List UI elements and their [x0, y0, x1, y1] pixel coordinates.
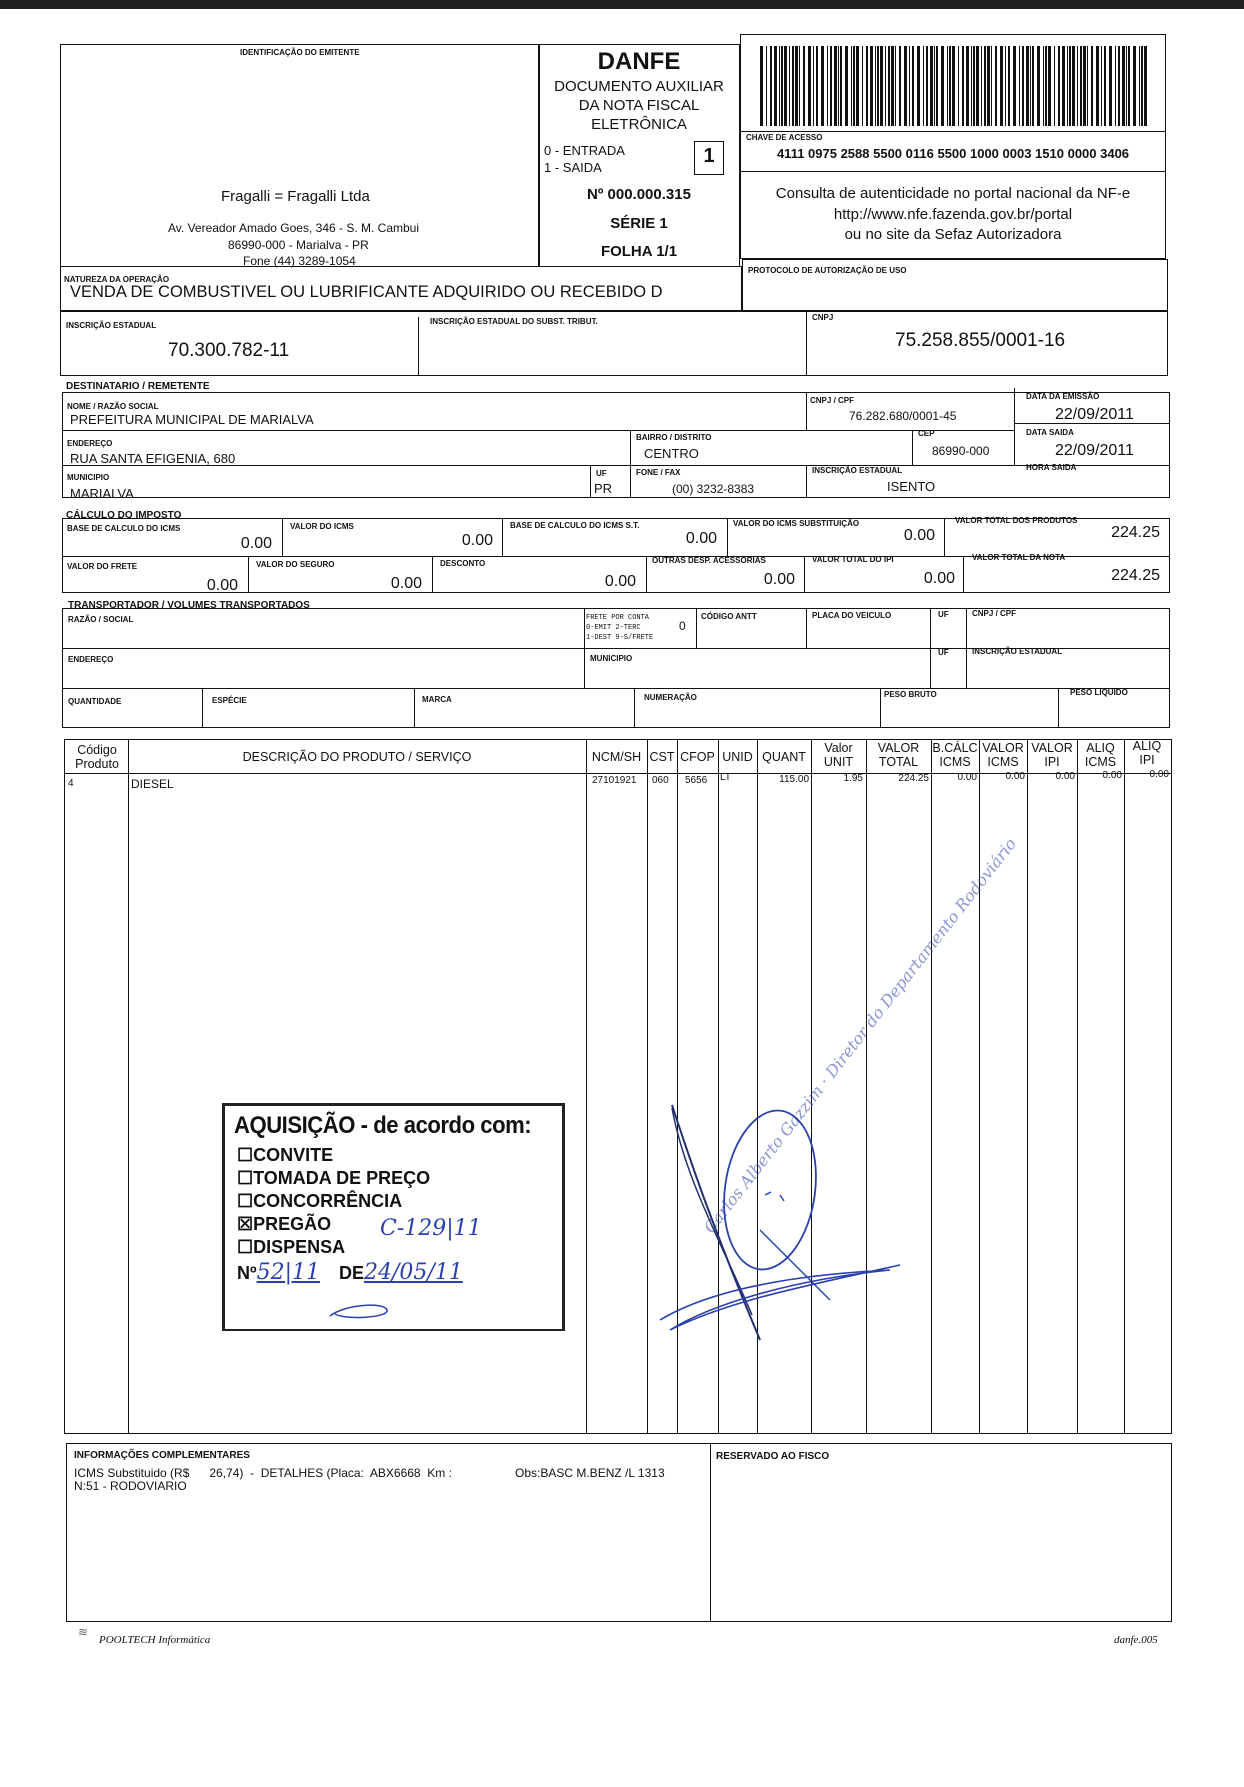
numero-hand: 52|11 — [256, 1260, 320, 1285]
barcode-bar — [1072, 46, 1075, 126]
barcode-bar — [789, 46, 790, 126]
barcode-bar — [1000, 46, 1003, 126]
frete-conta-2: 0-EMIT 2-TERC — [586, 624, 641, 632]
barcode-bar — [766, 46, 767, 126]
dest-emissao: 22/09/2011 — [1055, 406, 1134, 423]
barcode-bar — [949, 46, 951, 126]
consulta-line-1: Consulta de autenticidade no portal nacional da NF-e — [775, 185, 1131, 202]
barcode-bar — [1030, 46, 1031, 126]
barcode-bar — [853, 46, 855, 126]
fisco-label: RESERVADO AO FISCO — [716, 1451, 830, 1462]
barcode-bar — [856, 46, 859, 126]
dest-municipio: MARIALVA — [70, 486, 134, 501]
barcode-bar — [936, 46, 938, 126]
dest-municipio-label: MUNICIPIO — [67, 473, 110, 482]
barcode-bar — [1019, 46, 1020, 126]
th-cfop: CFOP — [680, 750, 715, 764]
barcode-bar — [926, 46, 928, 126]
base-icms-label: BASE DE CALCULO DO ICMS — [67, 524, 181, 533]
dest-cnpj-label: CNPJ / CPF — [810, 396, 855, 405]
barcode-bar — [904, 46, 907, 126]
signature-stamp: Carlos Alberto Gazzim · Diretor do Departamento Rodoviário — [700, 834, 1021, 1237]
transporte-section: TRANSPORTADOR / VOLUMES TRANSPORTADOS — [68, 600, 310, 611]
barcode-bar — [934, 46, 935, 126]
dest-saida-label: DATA SAIDA — [1026, 428, 1074, 437]
base-icms: 0.00 — [240, 535, 272, 552]
cnpj-value: 75.258.855/0001-16 — [895, 330, 1066, 351]
barcode-bar — [1104, 46, 1106, 126]
desconto-label: DESCONTO — [440, 559, 486, 568]
barcode-bar — [830, 46, 832, 126]
dest-hora-label: HORA SAIDA — [1026, 463, 1077, 472]
barcode-bar — [888, 46, 890, 126]
ipi-label: VALOR TOTAL DO IPI — [812, 555, 894, 564]
danfe-subtitle-1: DOCUMENTO AUXILIAR — [554, 78, 724, 95]
barcode-bar — [981, 46, 982, 126]
row-valor-unit: 1.95 — [843, 773, 863, 784]
valor-icms-label: VALOR DO ICMS — [290, 522, 354, 531]
frete: 0.00 — [206, 577, 238, 594]
emitente-phone: Fone (44) 3289-1054 — [243, 254, 356, 268]
barcode-bar — [1141, 46, 1143, 126]
destinatario-box — [62, 392, 1170, 498]
th-codigo: Código Produto — [75, 743, 119, 771]
stamp-scribble — [325, 1296, 405, 1326]
consulta-line-3: ou no site da Sefaz Autorizadora — [844, 226, 1062, 243]
barcode-bar — [1133, 46, 1136, 126]
data-hand: 24/05/11 — [364, 1260, 463, 1285]
barcode-bar — [995, 46, 997, 126]
barcode-bar — [770, 46, 772, 126]
barcode-bar — [792, 46, 794, 126]
frete-conta-value: 0 — [679, 619, 686, 633]
th-valor-icms: VALOR ICMS — [982, 741, 1024, 769]
barcode-bar — [909, 46, 910, 126]
consulta-line-2: http://www.nfe.fazenda.gov.br/portal — [833, 206, 1073, 223]
peso-bruto-label: PESO BRUTO — [884, 690, 937, 699]
row-cfop: 5656 — [685, 775, 708, 786]
dest-cep: 86990-000 — [932, 444, 990, 458]
barcode-bar — [851, 46, 852, 126]
aquisicao-stamp — [222, 1103, 565, 1331]
barcode-bar — [899, 46, 901, 126]
barcode-bar — [760, 46, 763, 126]
antt-label: CÓDIGO ANTT — [701, 612, 757, 621]
barcode-bar — [838, 46, 839, 126]
desconto: 0.00 — [604, 573, 636, 590]
barcode-bar — [1045, 46, 1047, 126]
danfe-saida: 1 - SAIDA — [544, 160, 602, 175]
barcode-bar — [912, 46, 914, 126]
barcode-bar — [781, 46, 783, 126]
pooltech-logo-icon: ≋ — [78, 1625, 89, 1639]
barcode-bar — [930, 46, 933, 126]
stamp-item-concorrencia: ☐CONCORRÊNCIA — [237, 1191, 403, 1211]
barcode-bar — [1013, 46, 1016, 126]
barcode-bar — [862, 46, 863, 126]
barcode-bar — [808, 46, 811, 126]
emitente-name: Fragalli = Fragalli Ltda — [221, 188, 370, 205]
frete-conta-3: 1-DEST 9-S/FRETE — [586, 634, 654, 642]
info-line-1b: Obs:BASC M.BENZ /L 1313 — [515, 1466, 665, 1480]
chave-label: CHAVE DE ACESSO — [746, 133, 823, 142]
dest-endereco-label: ENDEREÇO — [67, 439, 113, 448]
barcode-bar — [987, 46, 990, 126]
base-st-label: BASE DE CALCULO DO ICMS S.T. — [510, 521, 640, 530]
barcode-bar — [917, 46, 920, 126]
th-quant: QUANT — [762, 750, 806, 764]
th-valor-unit: Valor UNIT — [823, 741, 854, 769]
barcode-bar — [784, 46, 787, 126]
row-valor-ipi: 0.00 — [1055, 771, 1075, 782]
barcode-bar — [1096, 46, 1099, 126]
barcode-bar — [885, 46, 886, 126]
transp-razao-label: RAZÃO / SOCIAL — [68, 615, 134, 624]
barcode-bar — [1080, 46, 1082, 126]
placa-label: PLACA DO VEICULO — [812, 611, 892, 620]
danfe-serie: SÉRIE 1 — [610, 215, 668, 232]
info-line-2: N:51 - RODOVIARIO — [74, 1479, 187, 1493]
cnpj-label: CNPJ — [812, 313, 834, 322]
barcode-bar — [1128, 46, 1130, 126]
peso-liquido-label: PESO LIQUIDO — [1070, 688, 1128, 697]
barcode-bar — [952, 46, 955, 126]
barcode-bar — [966, 46, 969, 126]
th-unid: UNID — [722, 750, 753, 764]
dest-nome: PREFEITURA MUNICIPAL DE MARIALVA — [70, 412, 314, 427]
row-descricao: DIESEL — [131, 777, 174, 791]
footer-software: POOLTECH Informática — [99, 1634, 211, 1646]
barcode-bar — [958, 46, 959, 126]
dest-uf: PR — [594, 481, 613, 496]
row-ncm: 27101921 — [592, 775, 637, 786]
barcode-bar — [880, 46, 883, 126]
danfe-subtitle-3: ELETRÔNICA — [591, 116, 687, 133]
th-aliq-ipi: ALIQ IPI — [1132, 739, 1162, 767]
dest-bairro-label: BAIRRO / DISTRITO — [636, 433, 712, 442]
barcode-bar — [875, 46, 876, 126]
natureza-label: NATUREZA DA OPERAÇÃO — [64, 275, 170, 284]
barcode-bar — [1062, 46, 1065, 126]
row-unid: LT — [720, 772, 731, 783]
barcode-bar — [1069, 46, 1071, 126]
de-label: DE — [339, 1263, 365, 1283]
scan-edge — [0, 0, 1244, 9]
outras: 0.00 — [763, 571, 795, 588]
barcode-bar — [1022, 46, 1024, 126]
total-prod: 224.25 — [1111, 524, 1160, 541]
especie-label: ESPÉCIE — [212, 696, 247, 705]
dest-endereco: RUA SANTA EFIGENIA, 680 — [70, 451, 236, 466]
natureza-value: VENDA DE COMBUSTIVEL OU LUBRIFICANTE ADQUIRIDO OU RECEBIDO D — [70, 283, 663, 301]
barcode-bar — [1091, 46, 1093, 126]
dest-ie: ISENTO — [887, 479, 936, 494]
stamp-item-dispensa: ☐DISPENSA — [237, 1237, 346, 1257]
barcode-bar — [779, 46, 780, 126]
pregao-ref: C-129|11 — [380, 1216, 482, 1241]
info-label: INFORMAÇÕES COMPLEMENTARES — [74, 1450, 250, 1461]
danfe-subtitle-2: DA NOTA FISCAL — [578, 97, 700, 114]
transp-cnpj-label: CNPJ / CPF — [972, 609, 1017, 618]
ipi: 0.00 — [923, 570, 955, 587]
barcode-bar — [866, 46, 868, 126]
transp-uf-label: UF — [938, 610, 949, 619]
stamp-item-convite: ☐CONVITE — [237, 1145, 334, 1165]
danfe-entrada: 0 - ENTRADA — [544, 143, 625, 158]
barcode-bar — [1054, 46, 1055, 126]
barcode-bar — [1037, 46, 1040, 126]
barcode-bar — [941, 46, 944, 126]
dest-saida: 22/09/2011 — [1055, 442, 1134, 459]
seguro: 0.00 — [390, 575, 422, 592]
transp-endereco-label: ENDEREÇO — [68, 655, 114, 664]
transp-uf2-label: UF — [938, 648, 949, 657]
numeracao-label: NUMERAÇÃO — [644, 693, 697, 702]
ie-label: INSCRIÇÃO ESTADUAL — [66, 321, 157, 330]
row-valor-total: 224.25 — [898, 773, 929, 784]
barcode-bar — [827, 46, 828, 126]
protocolo-label: PROTOCOLO DE AUTORIZAÇÃO DE USO — [748, 266, 907, 275]
barcode-bar — [895, 46, 896, 126]
barcode-bar — [1109, 46, 1112, 126]
th-aliq-icms: ALIQ ICMS — [1084, 741, 1117, 769]
barcode-bar — [1005, 46, 1006, 126]
barcode-bar — [877, 46, 879, 126]
barcode-bar — [1083, 46, 1086, 126]
barcode-bar — [976, 46, 979, 126]
barcode-bar — [1122, 46, 1125, 126]
barcode-bar — [984, 46, 986, 126]
barcode-bar — [795, 46, 798, 126]
barcode-bar — [1058, 46, 1060, 126]
th-descricao: DESCRIÇÃO DO PRODUTO / SERVIÇO — [242, 750, 472, 764]
valor-st: 0.00 — [903, 527, 935, 544]
th-valor-ipi: VALOR IPI — [1031, 741, 1073, 769]
danfe-folha: FOLHA 1/1 — [600, 243, 678, 260]
stamp-item-tomada: ☐TOMADA DE PREÇO — [237, 1168, 431, 1188]
emitente-label: IDENTIFICAÇÃO DO EMITENTE — [240, 48, 360, 57]
danfe-title: DANFE — [597, 48, 681, 75]
marca-label: MARCA — [422, 695, 452, 704]
destinatario-section: DESTINATARIO / REMETENTE — [66, 381, 210, 392]
total-prod-label: VALOR TOTAL DOS PRODUTOS — [955, 516, 1078, 525]
base-st: 0.00 — [685, 530, 717, 547]
barcode-bar — [1026, 46, 1029, 126]
dest-bairro: CENTRO — [644, 446, 699, 461]
barcode — [760, 46, 1152, 126]
barcode-bar — [1032, 46, 1034, 126]
barcode-bar — [1043, 46, 1044, 126]
barcode-bar — [923, 46, 924, 126]
frete-conta-1: FRETE POR CONTA — [586, 614, 650, 622]
barcode-bar — [813, 46, 814, 126]
th-cst: CST — [649, 750, 675, 764]
barcode-bar — [816, 46, 818, 126]
barcode-bar — [891, 46, 894, 126]
transp-municipio-label: MUNICIPIO — [590, 654, 633, 663]
barcode-bar — [1126, 46, 1127, 126]
row-codigo: 4 — [68, 778, 74, 789]
barcode-bar — [991, 46, 992, 126]
barcode-bar — [962, 46, 964, 126]
th-bcalc-icms: B.CÁLC ICMS — [932, 741, 978, 769]
dest-emissao-label: DATA DA EMISSÃO — [1026, 392, 1100, 401]
barcode-bar — [1139, 46, 1140, 126]
danfe-tipo: 1 — [703, 145, 715, 167]
dest-cep-label: CEP — [918, 429, 935, 438]
barcode-bar — [840, 46, 842, 126]
chave-value: 4111 0975 2588 5500 0116 5500 1000 0003 1510 0000 3406 — [776, 146, 1130, 161]
footer-form: danfe.005 — [1114, 1634, 1158, 1646]
dest-cnpj: 76.282.680/0001-45 — [849, 409, 957, 423]
total-nota-label: VALOR TOTAL DA NOTA — [972, 553, 1066, 562]
valor-icms: 0.00 — [461, 532, 493, 549]
row-quant: 115.00 — [779, 774, 809, 785]
th-valor-total: VALOR TOTAL — [877, 741, 920, 769]
emitente-city: 86990-000 - Marialva - PR — [228, 238, 369, 252]
row-valor-icms: 0.00 — [1005, 771, 1025, 782]
row-aliq-icms: 0.00 — [1102, 770, 1122, 781]
barcode-bar — [799, 46, 800, 126]
ie-st-label: INSCRIÇÃO ESTADUAL DO SUBST. TRIBUT. — [430, 317, 598, 326]
barcode-bar — [1048, 46, 1051, 126]
barcode-bar — [803, 46, 805, 126]
ie-value: 70.300.782-11 — [168, 340, 290, 361]
barcode-bar — [947, 46, 948, 126]
barcode-bar — [971, 46, 972, 126]
th-ncm: NCM/SH — [591, 750, 642, 764]
barcode-bar — [973, 46, 975, 126]
dest-ie-label: INSCRIÇÃO ESTADUAL — [812, 466, 903, 475]
barcode-bar — [1144, 46, 1147, 126]
barcode-bar — [821, 46, 824, 126]
emitente-address: Av. Vereador Amado Goes, 346 - S. M. Cambui — [168, 221, 420, 235]
barcode-bar — [1101, 46, 1102, 126]
dest-fone-label: FONE / FAX — [636, 468, 681, 477]
total-nota: 224.25 — [1111, 567, 1160, 584]
stamp-title: AQUISIÇÃO - de acordo com: — [234, 1112, 532, 1139]
stamp-item-pregao: ☒PREGÃO — [237, 1214, 332, 1234]
row-bcalc-icms: 0.00 — [957, 772, 977, 783]
danfe-numero: Nº 000.000.315 — [587, 186, 691, 203]
barcode-bar — [1067, 46, 1068, 126]
row-aliq-ipi: 0.00 — [1149, 769, 1169, 780]
frete-label: VALOR DO FRETE — [67, 562, 138, 571]
numero-prefix: Nº — [237, 1263, 257, 1283]
barcode-bar — [1115, 46, 1116, 126]
barcode-bar — [1008, 46, 1010, 126]
quantidade-label: QUANTIDADE — [68, 697, 122, 706]
barcode-bar — [845, 46, 848, 126]
valor-st-label: VALOR DO ICMS SUBSTITUIÇÃO — [733, 519, 860, 528]
barcode-bar — [834, 46, 837, 126]
seguro-label: VALOR DO SEGURO — [256, 560, 335, 569]
row-cst: 060 — [652, 775, 669, 786]
barcode-bar — [1118, 46, 1120, 126]
dest-nome-label: NOME / RAZÃO SOCIAL — [67, 402, 159, 411]
dest-fone: (00) 3232-8383 — [672, 482, 755, 496]
barcode-bar — [870, 46, 873, 126]
barcode-bar — [1077, 46, 1078, 126]
barcode-bar — [774, 46, 777, 126]
imposto-section: CÁLCULO DO IMPOSTO — [66, 510, 182, 521]
info-line-1a: ICMS Substituido (R$ 26,74) - DETALHES (Placa: ABX6668 Km : — [74, 1466, 452, 1480]
barcode-bar — [1087, 46, 1088, 126]
outras-label: OUTRAS DESP. ACESSORIAS — [652, 556, 766, 565]
dest-uf-label: UF — [596, 469, 607, 478]
transp-ie-label: INSCRIÇÃO ESTADUAL — [972, 647, 1063, 656]
